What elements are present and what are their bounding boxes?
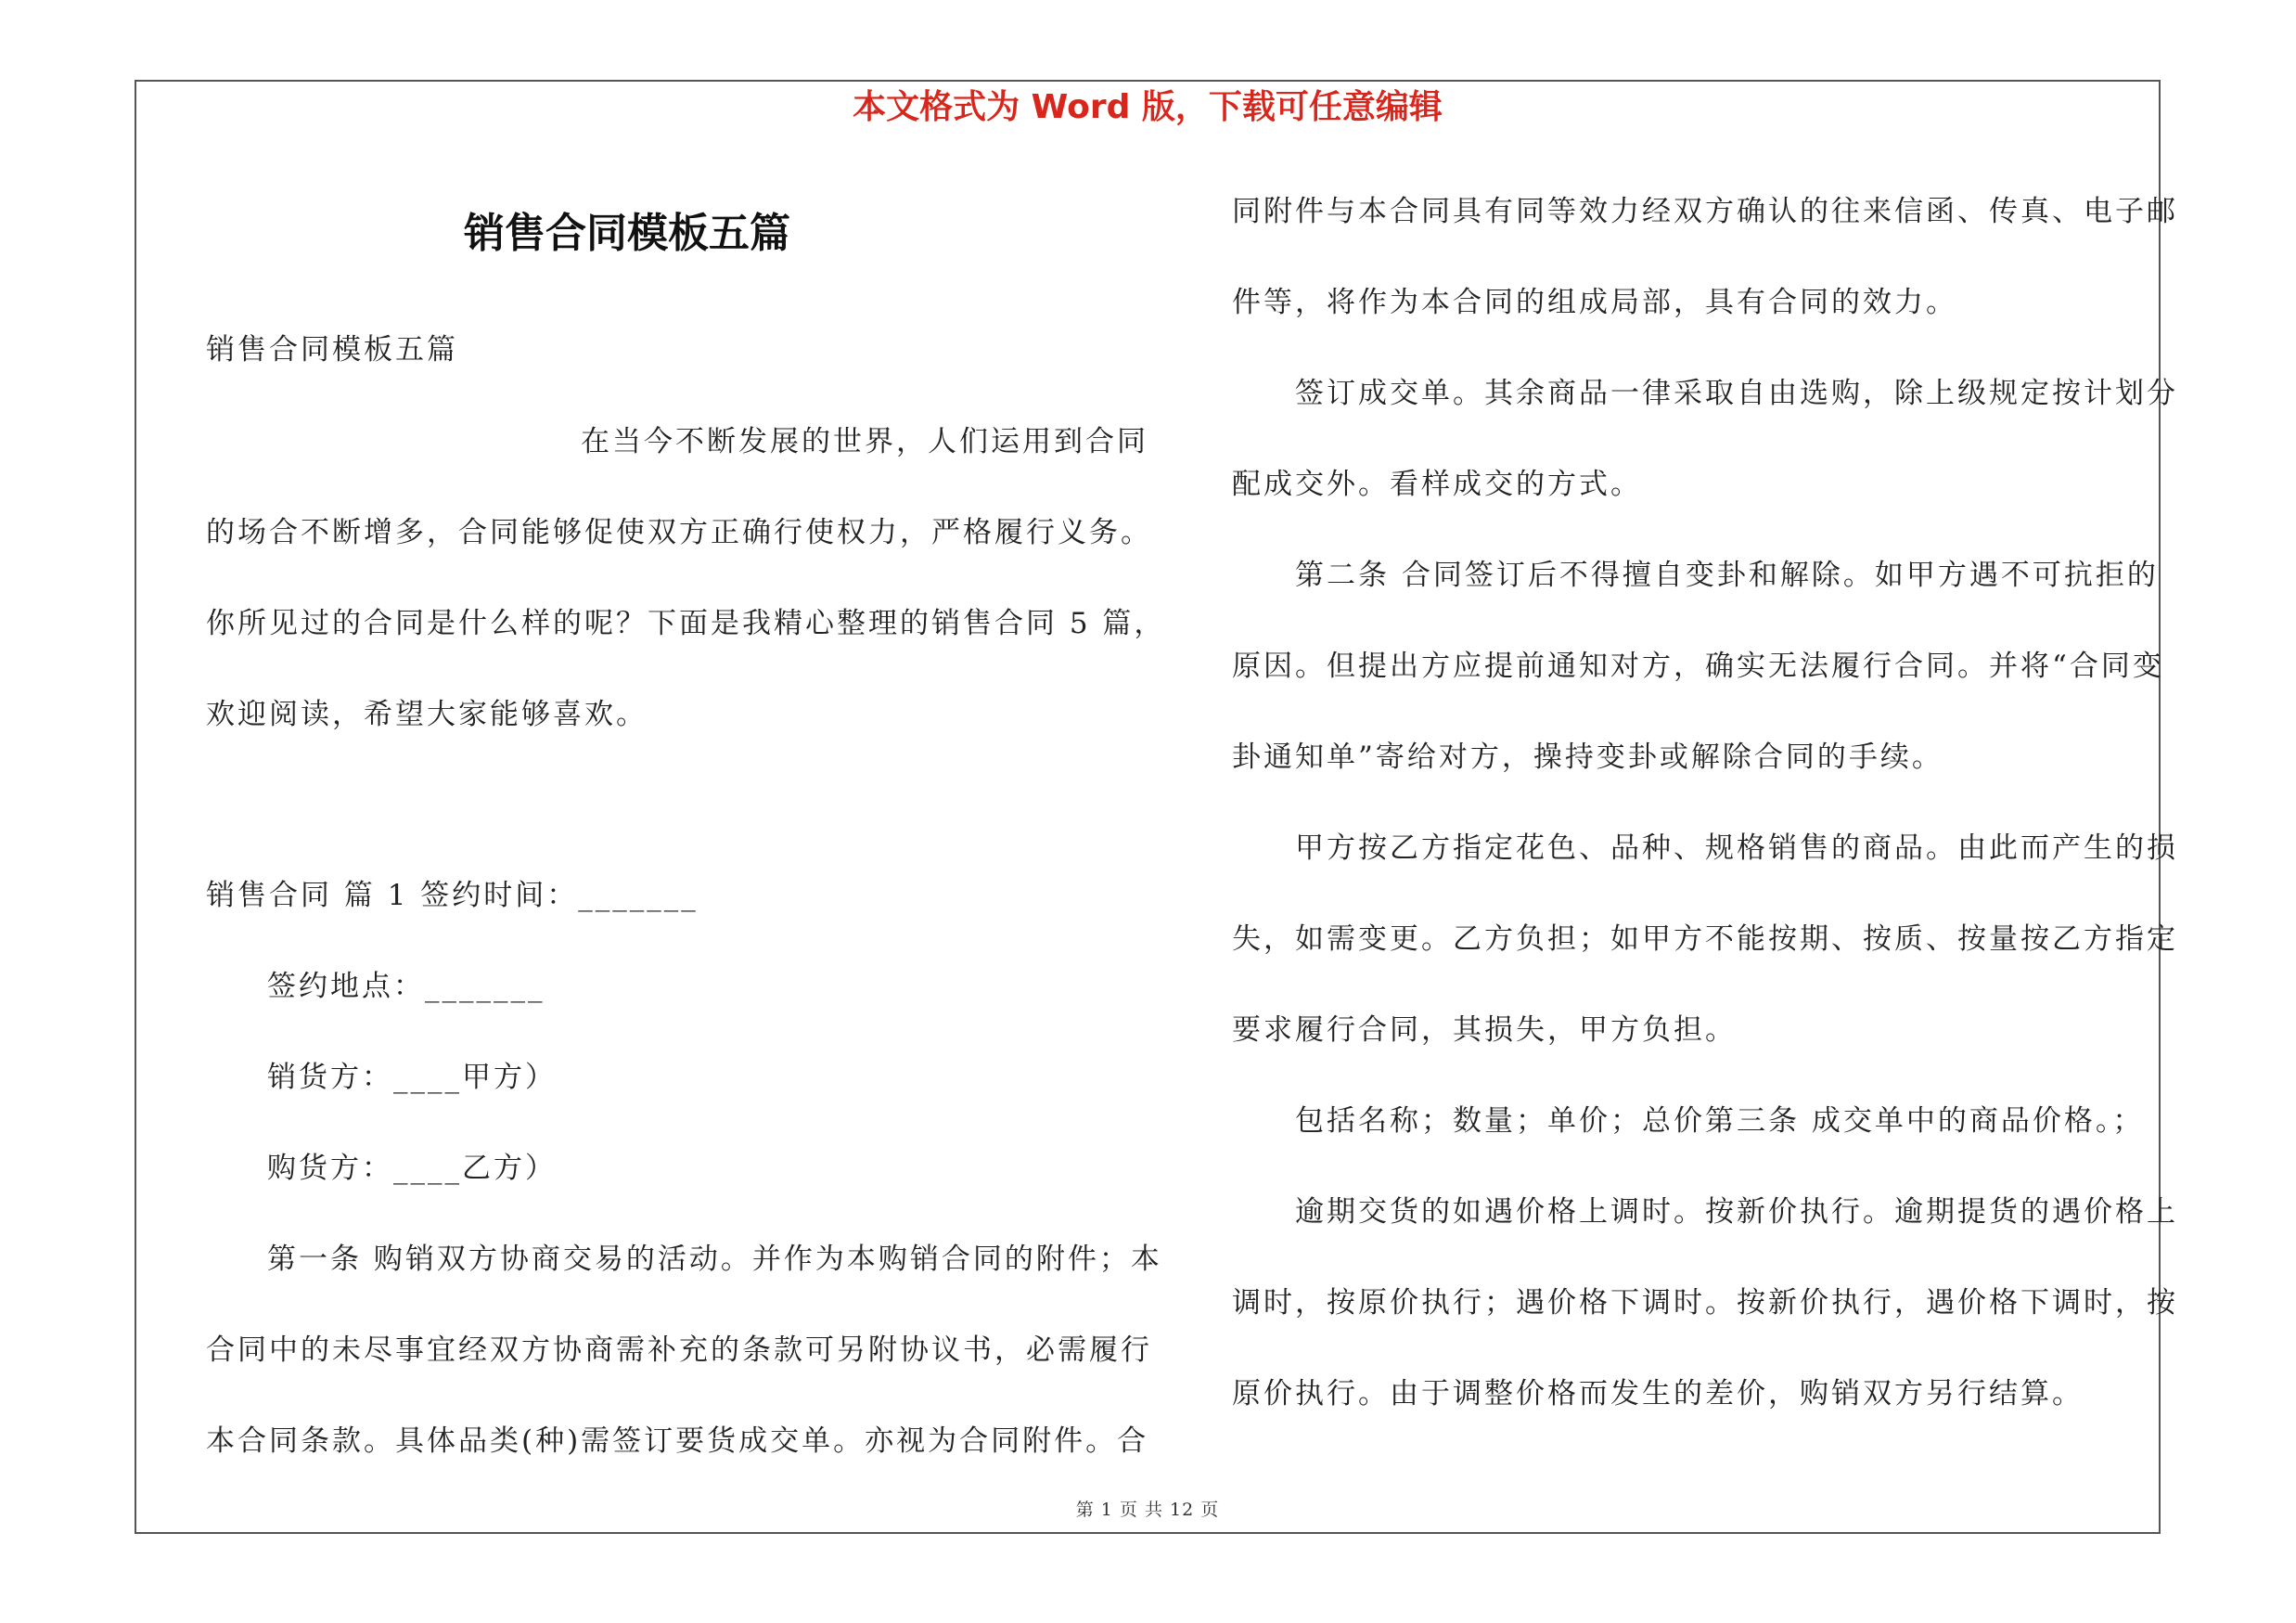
paragraph-line: 逾期交货的如遇价格上调时。按新价执行。逾期提货的遇价格上: [1295, 1195, 2178, 1229]
paragraph-line: 销售合同模板五篇: [206, 333, 458, 367]
seller-line: 销货方：____甲方）: [267, 1061, 557, 1094]
paragraph-line: 的场合不断增多，合同能够促使双方正确行使权力，严格履行义务。: [206, 516, 1152, 549]
document-title: 销售合同模板五篇: [464, 210, 790, 257]
right-column: [1232, 0, 2178, 1623]
paragraph-line: 配成交外。看样成交的方式。: [1232, 468, 1642, 501]
paragraph-line: 你所见过的合同是什么样的呢？下面是我精心整理的销售合同 5 篇，: [206, 607, 1166, 640]
paragraph-line: 合同中的未尽事宜经双方协商需补充的条款可另附协议书，必需履行: [206, 1333, 1152, 1367]
paragraph-line: 欢迎阅读，希望大家能够喜欢。: [206, 698, 648, 731]
contract-heading-line: 销售合同 篇 1 签约时间：_______: [206, 879, 699, 912]
paragraph-line: 要求履行合同，其损失，甲方负担。: [1232, 1013, 1737, 1047]
paragraph-line: 卦通知单”寄给对方，操持变卦或解除合同的手续。: [1232, 741, 1943, 774]
left-column: [206, 0, 1166, 1623]
paragraph-line: 甲方按乙方指定花色、品种、规格销售的商品。由此而产生的损: [1295, 831, 2178, 865]
buyer-line: 购货方：____乙方）: [267, 1152, 557, 1185]
paragraph-line: 第二条 合同签订后不得擅自变卦和解除。如甲方遇不可抗拒的: [1295, 559, 2159, 592]
paragraph-line: 失，如需变更。乙方负担；如甲方不能按期、按质、按量按乙方指定: [1232, 922, 2178, 956]
paragraph-line: 在当今不断发展的世界，人们运用到合同: [581, 425, 1148, 458]
page-number-footer: 第 1 页 共 12 页: [1075, 1500, 1220, 1520]
signing-place-line: 签约地点：_______: [267, 970, 545, 1003]
paragraph-line: 签订成交单。其余商品一律采取自由选购，除上级规定按计划分: [1295, 377, 2178, 410]
paragraph-line: 包括名称；数量；单价；总价第三条 成交单中的商品价格。；: [1295, 1104, 2145, 1138]
paragraph-line: 件等，将作为本合同的组成局部，具有合同的效力。: [1232, 286, 1957, 319]
paragraph-line: 本合同条款。具体品类(种)需签订要货成交单。亦视为合同附件。合: [206, 1424, 1149, 1458]
paragraph-line: 同附件与本合同具有同等效力经双方确认的往来信函、传真、电子邮: [1232, 195, 2178, 228]
word-format-banner: 本文格式为 Word 版，下载可任意编辑: [853, 88, 1443, 126]
paragraph-line: 调时，按原价执行；遇价格下调时。按新价执行，遇价格下调时，按: [1232, 1286, 2178, 1320]
paragraph-line: 第一条 购销双方协商交易的活动。并作为本购销合同的附件；本: [267, 1243, 1162, 1276]
paragraph-line: 原价执行。由于调整价格而发生的差价，购销双方另行结算。: [1232, 1377, 2084, 1410]
paragraph-line: 原因。但提出方应提前通知对方，确实无法履行合同。并将“合同变: [1232, 650, 2164, 683]
